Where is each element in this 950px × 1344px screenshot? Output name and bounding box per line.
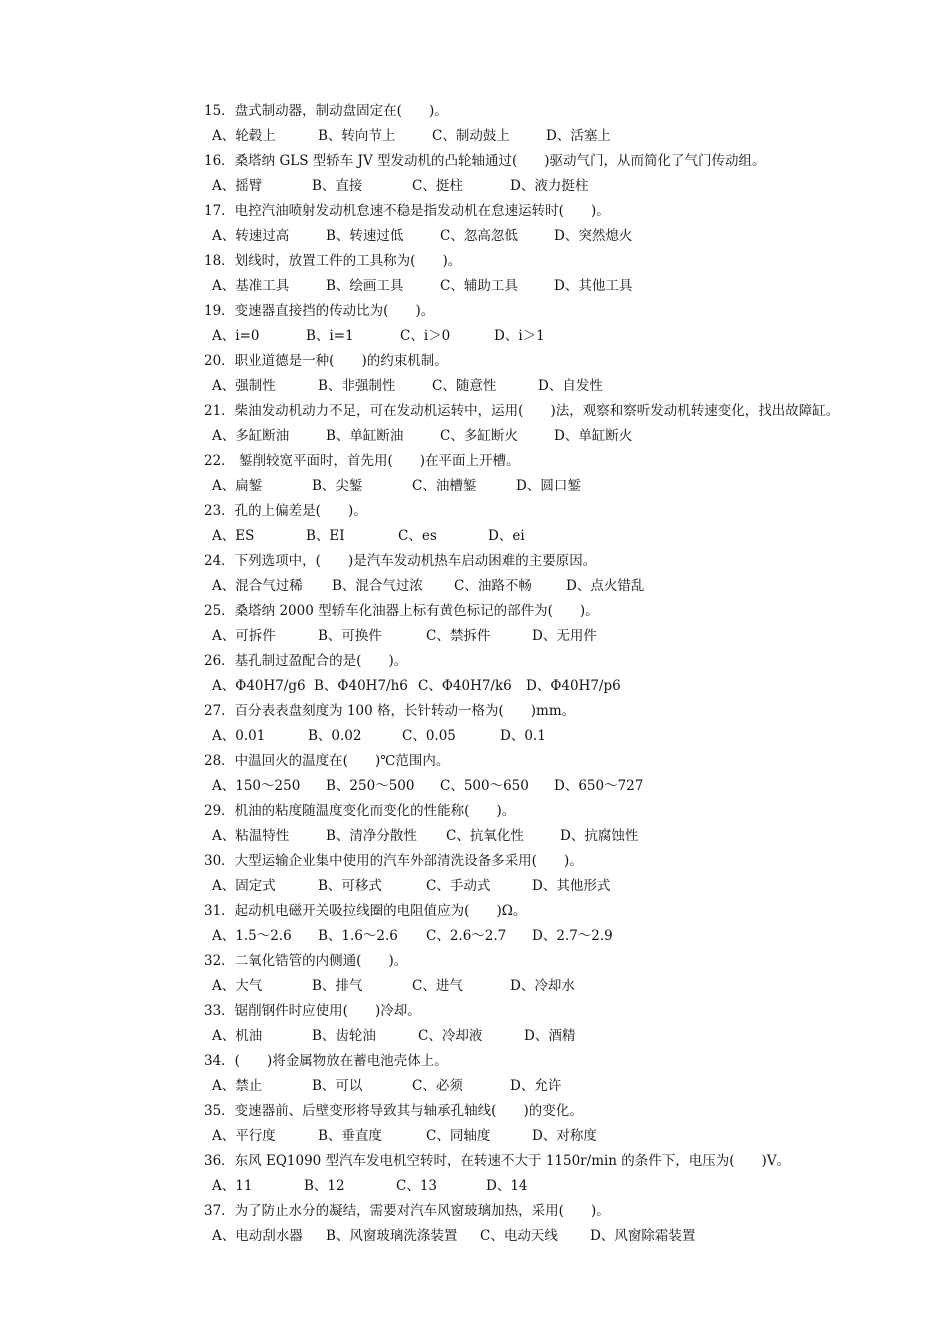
option-c: C、忽高忽低: [440, 228, 518, 244]
question-item: [204, 1049, 904, 1099]
option-c: C、抗氧化性: [446, 828, 524, 844]
option-b: B、垂直度: [318, 1128, 382, 1144]
option-b: B、清净分散性: [326, 828, 417, 844]
option-d: D、单缸断火: [554, 428, 633, 444]
option-b: B、12: [304, 1178, 345, 1194]
question-stem: 19．变速器直接挡的传动比为( )。: [204, 303, 435, 319]
option-b: B、可换件: [318, 628, 382, 644]
option-d: D、其他工具: [554, 278, 633, 294]
question-item: [204, 899, 904, 949]
option-c: C、同轴度: [426, 1128, 491, 1144]
option-a: A、ES: [212, 528, 255, 544]
option-b: B、可移式: [318, 878, 382, 894]
option-row: [204, 124, 904, 149]
option-c: C、2.6～2.7: [426, 928, 507, 944]
question-item: [204, 149, 904, 199]
question-item: [204, 199, 904, 249]
option-b: B、单缸断油: [326, 428, 404, 444]
question-item: [204, 1199, 904, 1249]
question-list: [204, 99, 904, 1249]
option-d: D、0.1: [500, 728, 546, 744]
option-d: D、其他形式: [532, 878, 611, 894]
option-a: A、11: [212, 1178, 253, 1194]
option-b: B、转速过低: [326, 228, 404, 244]
option-row: [204, 424, 904, 449]
option-c: C、制动鼓上: [432, 128, 510, 144]
option-row: [204, 674, 904, 699]
option-row: [204, 724, 904, 749]
option-d: D、i＞1: [494, 328, 545, 344]
question-item: [204, 599, 904, 649]
option-c: C、必须: [412, 1078, 463, 1094]
question-stem: 37．为了防止水分的凝结，需要对汽车风窗玻璃加热，采用( )。: [204, 1203, 610, 1219]
option-row: [204, 1024, 904, 1049]
question-stem: 29．机油的粘度随温度变化而变化的性能称( )。: [204, 803, 516, 819]
option-row: [204, 274, 904, 299]
option-a: A、混合气过稀: [212, 578, 303, 594]
question-stem: 27．百分表表盘刻度为 100 格，长针转动一格为( )mm。: [204, 703, 576, 719]
option-c: C、多缸断火: [440, 428, 518, 444]
question-stem: 30．大型运输企业集中使用的汽车外部清洗设备多采用( )。: [204, 853, 583, 869]
option-row: [204, 624, 904, 649]
option-row: [204, 974, 904, 999]
option-d: D、酒精: [524, 1028, 576, 1044]
option-a: A、固定式: [212, 878, 276, 894]
option-a: A、扁錾: [212, 478, 263, 494]
question-item: [204, 349, 904, 399]
question-item: [204, 1099, 904, 1149]
question-stem: 35．变速器前、后壁变形将导致其与轴承孔轴线( )的变化。: [204, 1103, 583, 1119]
question-stem: 15．盘式制动器，制动盘固定在( )。: [204, 103, 448, 119]
question-item: [204, 649, 904, 699]
question-item: [204, 399, 904, 449]
question-item: [204, 549, 904, 599]
option-b: B、0.02: [308, 728, 362, 744]
option-c: C、油槽錾: [412, 478, 477, 494]
option-d: D、14: [486, 1178, 528, 1194]
option-a: A、电动刮水器: [212, 1228, 303, 1244]
option-d: D、圆口錾: [516, 478, 581, 494]
option-b: B、齿轮油: [312, 1028, 376, 1044]
option-c: C、禁拆件: [426, 628, 491, 644]
question-item: [204, 299, 904, 349]
option-d: D、自发性: [538, 378, 603, 394]
option-row: [204, 924, 904, 949]
question-stem: 24．下列选项中，( )是汽车发动机热车启动困难的主要原因。: [204, 553, 597, 569]
option-b: B、250～500: [326, 778, 415, 794]
option-b: B、风窗玻璃洗涤装置: [326, 1228, 458, 1244]
question-stem: 17．电控汽油喷射发动机怠速不稳是指发动机在怠速运转时( )。: [204, 203, 610, 219]
option-c: C、500～650: [440, 778, 529, 794]
question-stem: 34．( )将金属物放在蓄电池壳体上。: [204, 1053, 448, 1069]
option-c: C、手动式: [426, 878, 491, 894]
option-row: [204, 1224, 904, 1249]
question-stem: 22． 錾削较宽平面时，首先用( )在平面上开槽。: [204, 453, 520, 469]
option-row: [204, 774, 904, 799]
question-stem: 16．桑塔纳 GLS 型轿车 JV 型发动机的凸轮轴通过( )驱动气门，从而简化了气门传动组。: [204, 153, 766, 169]
option-a: A、Φ40H7/g6: [212, 678, 306, 694]
option-a: A、多缸断油: [212, 428, 290, 444]
option-row: [204, 174, 904, 199]
question-item: [204, 999, 904, 1049]
option-a: A、0.01: [212, 728, 266, 744]
option-a: A、轮毂上: [212, 128, 276, 144]
question-item: [204, 699, 904, 749]
option-c: C、es: [398, 528, 437, 544]
option-c: C、油路不畅: [454, 578, 532, 594]
option-b: B、直接: [312, 178, 363, 194]
option-a: A、150～250: [212, 778, 301, 794]
question-stem: 20．职业道德是一种( )的约束机制。: [204, 353, 448, 369]
option-d: D、活塞上: [546, 128, 611, 144]
option-d: D、ei: [488, 528, 525, 544]
option-c: C、冷却液: [418, 1028, 483, 1044]
question-item: [204, 99, 904, 149]
option-a: A、大气: [212, 978, 263, 994]
option-row: [204, 874, 904, 899]
option-row: [204, 524, 904, 549]
option-c: C、i＞0: [400, 328, 451, 344]
option-a: A、平行度: [212, 1128, 276, 1144]
option-a: A、转速过高: [212, 228, 290, 244]
question-item: [204, 1149, 904, 1199]
option-d: D、对称度: [532, 1128, 597, 1144]
question-stem: 18．划线时，放置工件的工具称为( )。: [204, 253, 462, 269]
option-b: B、i=1: [306, 328, 354, 344]
option-d: D、点火错乱: [566, 578, 645, 594]
option-c: C、13: [396, 1178, 438, 1194]
option-c: C、挺柱: [412, 178, 463, 194]
option-d: D、液力挺柱: [510, 178, 589, 194]
option-c: C、Φ40H7/k6: [418, 678, 512, 694]
option-a: A、1.5～2.6: [212, 928, 292, 944]
question-item: [204, 799, 904, 849]
option-c: C、随意性: [432, 378, 497, 394]
option-row: [204, 1124, 904, 1149]
question-stem: 32．二氧化锆管的内侧通( )。: [204, 953, 408, 969]
option-row: [204, 1074, 904, 1099]
option-d: D、允许: [510, 1078, 562, 1094]
option-c: C、进气: [412, 978, 463, 994]
option-b: B、1.6～2.6: [318, 928, 398, 944]
option-d: D、Φ40H7/p6: [526, 678, 621, 694]
option-b: B、绘画工具: [326, 278, 404, 294]
question-item: [204, 499, 904, 549]
option-a: A、机油: [212, 1028, 263, 1044]
option-row: [204, 474, 904, 499]
question-stem: 36．东风 EQ1090 型汽车发电机空转时，在转速不大于 1150r/min 的条件下，电压为( )V。: [204, 1153, 791, 1169]
option-row: [204, 824, 904, 849]
question-item: [204, 949, 904, 999]
option-d: D、冷却水: [510, 978, 575, 994]
option-row: [204, 324, 904, 349]
question-item: [204, 249, 904, 299]
question-stem: 21．柴油发动机动力不足，可在发动机运转中，运用( )法，观察和察听发动机转速变化，找出故障缸。: [204, 403, 840, 419]
option-row: [204, 224, 904, 249]
option-a: A、i=0: [212, 328, 260, 344]
option-d: D、抗腐蚀性: [560, 828, 639, 844]
question-stem: 31．起动机电磁开关吸拉线圈的电阻值应为( )Ω。: [204, 903, 527, 919]
question-stem: 25．桑塔纳 2000 型轿车化油器上标有黄色标记的部件为( )。: [204, 603, 599, 619]
option-row: [204, 1174, 904, 1199]
option-d: D、风窗除霜装置: [590, 1228, 696, 1244]
option-b: B、EI: [306, 528, 345, 544]
option-d: D、突然熄火: [554, 228, 633, 244]
option-a: A、强制性: [212, 378, 276, 394]
option-d: D、650～727: [554, 778, 644, 794]
question-stem: 28．中温回火的温度在( )℃范围内。: [204, 753, 450, 769]
option-a: A、禁止: [212, 1078, 263, 1094]
option-c: C、0.05: [402, 728, 456, 744]
option-a: A、可拆件: [212, 628, 276, 644]
option-a: A、摇臂: [212, 178, 263, 194]
option-b: B、可以: [312, 1078, 363, 1094]
option-c: C、辅助工具: [440, 278, 518, 294]
option-b: B、混合气过浓: [332, 578, 423, 594]
option-d: D、无用件: [532, 628, 597, 644]
option-b: B、排气: [312, 978, 363, 994]
option-a: A、基准工具: [212, 278, 290, 294]
question-stem: 33．锯削钢件时应使用( )冷却。: [204, 1003, 421, 1019]
option-c: C、电动天线: [480, 1228, 558, 1244]
question-item: [204, 449, 904, 499]
question-item: [204, 849, 904, 899]
option-b: B、转向节上: [318, 128, 396, 144]
question-stem: 26．基孔制过盈配合的是( )。: [204, 653, 408, 669]
question-item: [204, 749, 904, 799]
option-row: [204, 574, 904, 599]
question-stem: 23．孔的上偏差是( )。: [204, 503, 367, 519]
option-a: A、粘温特性: [212, 828, 290, 844]
option-b: B、尖錾: [312, 478, 363, 494]
option-b: B、非强制性: [318, 378, 396, 394]
option-b: B、Φ40H7/h6: [314, 678, 408, 694]
option-d: D、2.7～2.9: [532, 928, 613, 944]
option-row: [204, 374, 904, 399]
